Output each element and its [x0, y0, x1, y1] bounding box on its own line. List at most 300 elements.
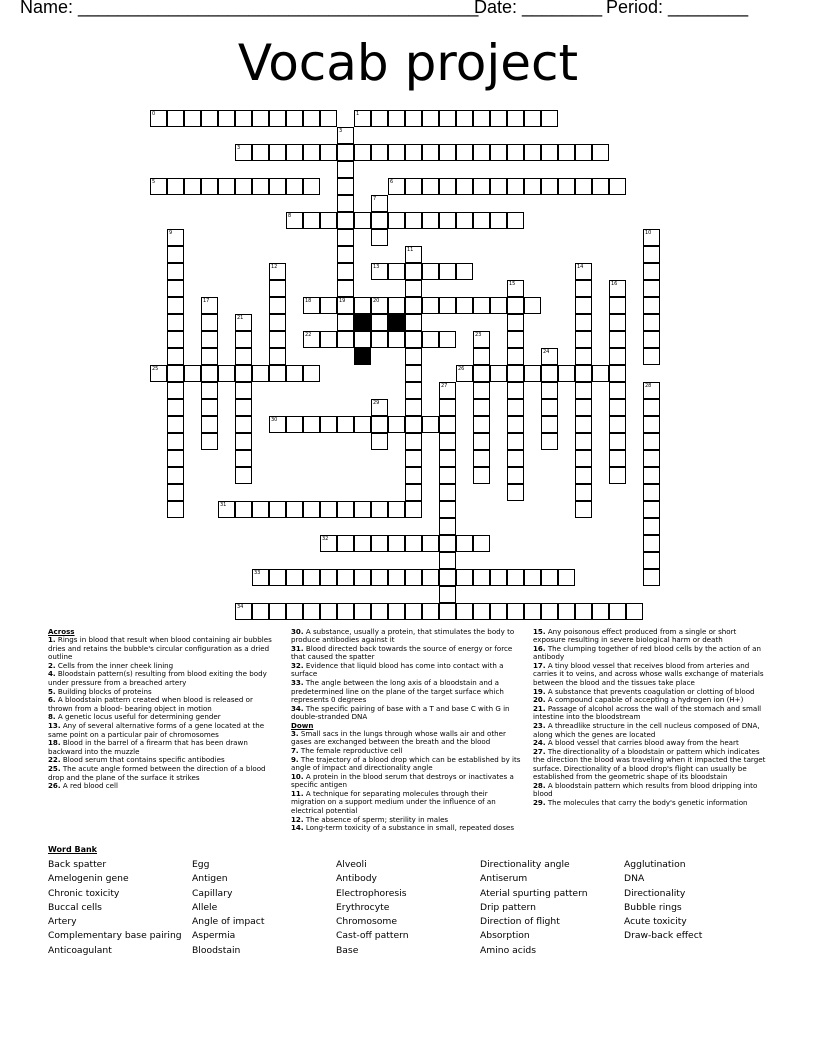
grid-cell[interactable]: [524, 178, 541, 195]
grid-cell[interactable]: [286, 144, 303, 161]
grid-cell[interactable]: [422, 212, 439, 229]
grid-cell[interactable]: [473, 110, 490, 127]
grid-cell[interactable]: [337, 569, 354, 586]
grid-cell[interactable]: [167, 501, 184, 518]
grid-cell[interactable]: [524, 297, 541, 314]
grid-cell[interactable]: [337, 501, 354, 518]
grid-cell[interactable]: [354, 331, 371, 348]
grid-cell[interactable]: [235, 399, 252, 416]
grid-cell[interactable]: [575, 501, 592, 518]
grid-cell[interactable]: [490, 297, 507, 314]
grid-cell[interactable]: [354, 416, 371, 433]
grid-cell[interactable]: [541, 399, 558, 416]
grid-cell[interactable]: [643, 399, 660, 416]
grid-cell[interactable]: [354, 603, 371, 620]
grid-cell[interactable]: [541, 365, 558, 382]
grid-cell[interactable]: [609, 314, 626, 331]
grid-cell[interactable]: [524, 365, 541, 382]
grid-cell[interactable]: [609, 433, 626, 450]
grid-cell[interactable]: [252, 110, 269, 127]
grid-cell[interactable]: [507, 365, 524, 382]
grid-cell[interactable]: [201, 365, 218, 382]
grid-cell[interactable]: [337, 263, 354, 280]
grid-cell[interactable]: [354, 569, 371, 586]
grid-cell[interactable]: [456, 144, 473, 161]
grid-cell[interactable]: [507, 382, 524, 399]
grid-cell[interactable]: [269, 416, 286, 433]
grid-cell[interactable]: [609, 280, 626, 297]
grid-cell[interactable]: [643, 416, 660, 433]
grid-cell[interactable]: [303, 110, 320, 127]
grid-cell[interactable]: [507, 212, 524, 229]
grid-cell[interactable]: [456, 569, 473, 586]
grid-cell[interactable]: [422, 416, 439, 433]
grid-cell[interactable]: [473, 297, 490, 314]
grid-cell[interactable]: [609, 382, 626, 399]
grid-cell[interactable]: [184, 365, 201, 382]
grid-cell[interactable]: [201, 416, 218, 433]
grid-cell[interactable]: [337, 280, 354, 297]
grid-cell[interactable]: [218, 501, 235, 518]
grid-cell[interactable]: [541, 110, 558, 127]
grid-cell[interactable]: [405, 399, 422, 416]
grid-cell[interactable]: [218, 178, 235, 195]
grid-cell[interactable]: [592, 178, 609, 195]
grid-cell[interactable]: [643, 518, 660, 535]
grid-cell[interactable]: [439, 535, 456, 552]
grid-cell[interactable]: [337, 178, 354, 195]
grid-cell[interactable]: [167, 297, 184, 314]
grid-cell[interactable]: [354, 297, 371, 314]
grid-cell[interactable]: [575, 450, 592, 467]
grid-cell[interactable]: [626, 603, 643, 620]
grid-cell[interactable]: [575, 314, 592, 331]
grid-cell[interactable]: [422, 110, 439, 127]
grid-cell[interactable]: [575, 484, 592, 501]
grid-cell[interactable]: [150, 110, 167, 127]
grid-cell[interactable]: [490, 144, 507, 161]
grid-cell[interactable]: [269, 110, 286, 127]
grid-cell[interactable]: [575, 603, 592, 620]
grid-cell[interactable]: [354, 501, 371, 518]
grid-cell[interactable]: [575, 144, 592, 161]
grid-cell[interactable]: [507, 110, 524, 127]
grid-cell[interactable]: [507, 484, 524, 501]
grid-cell[interactable]: [524, 569, 541, 586]
grid-cell[interactable]: [371, 535, 388, 552]
grid-cell[interactable]: [405, 450, 422, 467]
grid-cell[interactable]: [371, 110, 388, 127]
grid-cell[interactable]: [252, 501, 269, 518]
grid-cell[interactable]: [303, 365, 320, 382]
grid-cell[interactable]: [575, 331, 592, 348]
grid-cell[interactable]: [167, 382, 184, 399]
grid-cell[interactable]: [337, 127, 354, 144]
grid-cell[interactable]: [490, 110, 507, 127]
grid-cell[interactable]: [473, 331, 490, 348]
grid-cell[interactable]: [439, 382, 456, 399]
grid-cell[interactable]: [218, 365, 235, 382]
grid-cell[interactable]: [388, 603, 405, 620]
grid-cell[interactable]: [235, 365, 252, 382]
grid-cell[interactable]: [541, 178, 558, 195]
grid-cell[interactable]: [388, 178, 405, 195]
grid-cell[interactable]: [541, 433, 558, 450]
grid-cell[interactable]: [507, 450, 524, 467]
grid-cell[interactable]: [337, 212, 354, 229]
grid-cell[interactable]: [320, 110, 337, 127]
grid-cell[interactable]: [473, 569, 490, 586]
grid-cell[interactable]: [592, 603, 609, 620]
grid-cell[interactable]: [269, 178, 286, 195]
grid-cell[interactable]: [269, 263, 286, 280]
grid-cell[interactable]: [337, 161, 354, 178]
grid-cell[interactable]: [320, 535, 337, 552]
grid-cell[interactable]: [201, 110, 218, 127]
grid-cell[interactable]: [507, 297, 524, 314]
grid-cell[interactable]: [337, 331, 354, 348]
grid-cell[interactable]: [269, 144, 286, 161]
grid-cell[interactable]: [371, 603, 388, 620]
grid-cell[interactable]: [235, 603, 252, 620]
grid-cell[interactable]: [575, 365, 592, 382]
grid-cell[interactable]: [388, 212, 405, 229]
grid-cell[interactable]: [456, 535, 473, 552]
grid-cell[interactable]: [337, 195, 354, 212]
grid-cell[interactable]: [422, 535, 439, 552]
grid-cell[interactable]: [541, 569, 558, 586]
grid-cell[interactable]: [371, 229, 388, 246]
grid-cell[interactable]: [201, 297, 218, 314]
grid-cell[interactable]: [405, 263, 422, 280]
grid-cell[interactable]: [575, 467, 592, 484]
grid-cell[interactable]: [167, 331, 184, 348]
grid-cell[interactable]: [456, 297, 473, 314]
grid-cell[interactable]: [371, 195, 388, 212]
grid-cell[interactable]: [643, 348, 660, 365]
grid-cell[interactable]: [303, 569, 320, 586]
grid-cell[interactable]: [235, 348, 252, 365]
grid-cell[interactable]: [473, 603, 490, 620]
grid-cell[interactable]: [167, 399, 184, 416]
grid-cell[interactable]: [371, 331, 388, 348]
grid-cell[interactable]: [337, 229, 354, 246]
grid-cell[interactable]: [507, 433, 524, 450]
grid-cell[interactable]: [235, 450, 252, 467]
grid-cell[interactable]: [456, 178, 473, 195]
date-field[interactable]: Date: ________: [474, 0, 603, 17]
grid-cell[interactable]: [252, 603, 269, 620]
grid-cell[interactable]: [320, 144, 337, 161]
grid-cell[interactable]: [303, 331, 320, 348]
grid-cell[interactable]: [167, 433, 184, 450]
grid-cell[interactable]: [303, 603, 320, 620]
grid-cell[interactable]: [184, 110, 201, 127]
grid-cell[interactable]: [609, 603, 626, 620]
grid-cell[interactable]: [643, 569, 660, 586]
grid-cell[interactable]: [473, 348, 490, 365]
grid-cell[interactable]: [609, 450, 626, 467]
grid-cell[interactable]: [473, 433, 490, 450]
grid-cell[interactable]: [643, 246, 660, 263]
grid-cell[interactable]: [575, 433, 592, 450]
grid-cell[interactable]: [507, 331, 524, 348]
grid-cell[interactable]: [269, 348, 286, 365]
grid-cell[interactable]: [575, 348, 592, 365]
grid-cell[interactable]: [252, 144, 269, 161]
grid-cell[interactable]: [439, 178, 456, 195]
grid-cell[interactable]: [286, 603, 303, 620]
grid-cell[interactable]: [422, 569, 439, 586]
grid-cell[interactable]: [456, 365, 473, 382]
grid-cell[interactable]: [439, 144, 456, 161]
grid-cell[interactable]: [422, 331, 439, 348]
grid-cell[interactable]: [371, 144, 388, 161]
grid-cell[interactable]: [167, 263, 184, 280]
grid-cell[interactable]: [388, 110, 405, 127]
grid-cell[interactable]: [439, 552, 456, 569]
grid-cell[interactable]: [507, 178, 524, 195]
grid-cell[interactable]: [320, 603, 337, 620]
grid-cell[interactable]: [405, 569, 422, 586]
grid-cell[interactable]: [405, 348, 422, 365]
grid-cell[interactable]: [439, 603, 456, 620]
grid-cell[interactable]: [473, 144, 490, 161]
grid-cell[interactable]: [167, 416, 184, 433]
grid-cell[interactable]: [405, 314, 422, 331]
grid-cell[interactable]: [235, 314, 252, 331]
grid-cell[interactable]: [439, 399, 456, 416]
grid-cell[interactable]: [303, 501, 320, 518]
grid-cell[interactable]: [201, 331, 218, 348]
grid-cell[interactable]: [592, 365, 609, 382]
grid-cell[interactable]: [473, 178, 490, 195]
grid-cell[interactable]: [643, 467, 660, 484]
grid-cell[interactable]: [405, 331, 422, 348]
grid-cell[interactable]: [269, 280, 286, 297]
grid-cell[interactable]: [371, 569, 388, 586]
grid-cell[interactable]: [303, 178, 320, 195]
grid-cell[interactable]: [575, 297, 592, 314]
grid-cell[interactable]: [507, 399, 524, 416]
grid-cell[interactable]: [235, 433, 252, 450]
grid-cell[interactable]: [286, 110, 303, 127]
grid-cell[interactable]: [320, 416, 337, 433]
grid-cell[interactable]: [269, 603, 286, 620]
grid-cell[interactable]: [371, 263, 388, 280]
grid-cell[interactable]: [490, 212, 507, 229]
grid-cell[interactable]: [422, 144, 439, 161]
grid-cell[interactable]: [167, 467, 184, 484]
grid-cell[interactable]: [473, 416, 490, 433]
grid-cell[interactable]: [371, 297, 388, 314]
grid-cell[interactable]: [201, 382, 218, 399]
grid-cell[interactable]: [337, 535, 354, 552]
grid-cell[interactable]: [643, 552, 660, 569]
grid-cell[interactable]: [405, 603, 422, 620]
grid-cell[interactable]: [388, 297, 405, 314]
grid-cell[interactable]: [405, 382, 422, 399]
grid-cell[interactable]: [456, 212, 473, 229]
grid-cell[interactable]: [167, 365, 184, 382]
grid-cell[interactable]: [439, 467, 456, 484]
grid-cell[interactable]: [303, 416, 320, 433]
grid-cell[interactable]: [541, 382, 558, 399]
grid-cell[interactable]: [337, 314, 354, 331]
grid-cell[interactable]: [201, 433, 218, 450]
grid-cell[interactable]: [507, 314, 524, 331]
grid-cell[interactable]: [235, 501, 252, 518]
grid-cell[interactable]: [286, 212, 303, 229]
grid-cell[interactable]: [575, 416, 592, 433]
grid-cell[interactable]: [303, 144, 320, 161]
grid-cell[interactable]: [643, 484, 660, 501]
grid-cell[interactable]: [643, 314, 660, 331]
grid-cell[interactable]: [167, 280, 184, 297]
grid-cell[interactable]: [643, 450, 660, 467]
grid-cell[interactable]: [609, 297, 626, 314]
grid-cell[interactable]: [439, 263, 456, 280]
grid-cell[interactable]: [439, 586, 456, 603]
grid-cell[interactable]: [371, 501, 388, 518]
grid-cell[interactable]: [558, 569, 575, 586]
grid-cell[interactable]: [337, 144, 354, 161]
grid-cell[interactable]: [507, 569, 524, 586]
grid-cell[interactable]: [439, 484, 456, 501]
grid-cell[interactable]: [235, 467, 252, 484]
grid-cell[interactable]: [473, 382, 490, 399]
grid-cell[interactable]: [558, 144, 575, 161]
grid-cell[interactable]: [541, 144, 558, 161]
grid-cell[interactable]: [422, 263, 439, 280]
grid-cell[interactable]: [201, 314, 218, 331]
grid-cell[interactable]: [643, 263, 660, 280]
grid-cell[interactable]: [643, 501, 660, 518]
grid-cell[interactable]: [286, 365, 303, 382]
grid-cell[interactable]: [201, 399, 218, 416]
grid-cell[interactable]: [371, 399, 388, 416]
grid-cell[interactable]: [575, 399, 592, 416]
grid-cell[interactable]: [269, 297, 286, 314]
grid-cell[interactable]: [405, 416, 422, 433]
grid-cell[interactable]: [167, 246, 184, 263]
grid-cell[interactable]: [609, 416, 626, 433]
grid-cell[interactable]: [320, 331, 337, 348]
grid-cell[interactable]: [337, 416, 354, 433]
grid-cell[interactable]: [235, 382, 252, 399]
grid-cell[interactable]: [643, 280, 660, 297]
grid-cell[interactable]: [490, 603, 507, 620]
grid-cell[interactable]: [320, 569, 337, 586]
grid-cell[interactable]: [405, 178, 422, 195]
grid-cell[interactable]: [524, 144, 541, 161]
grid-cell[interactable]: [558, 603, 575, 620]
grid-cell[interactable]: [269, 365, 286, 382]
grid-cell[interactable]: [609, 399, 626, 416]
grid-cell[interactable]: [337, 603, 354, 620]
grid-cell[interactable]: [643, 331, 660, 348]
grid-cell[interactable]: [439, 518, 456, 535]
grid-cell[interactable]: [388, 331, 405, 348]
grid-cell[interactable]: [541, 348, 558, 365]
grid-cell[interactable]: [439, 331, 456, 348]
grid-cell[interactable]: [337, 246, 354, 263]
grid-cell[interactable]: [507, 467, 524, 484]
grid-cell[interactable]: [252, 365, 269, 382]
grid-cell[interactable]: [405, 144, 422, 161]
grid-cell[interactable]: [609, 365, 626, 382]
grid-cell[interactable]: [235, 110, 252, 127]
grid-cell[interactable]: [541, 416, 558, 433]
grid-cell[interactable]: [388, 535, 405, 552]
grid-cell[interactable]: [524, 110, 541, 127]
grid-cell[interactable]: [167, 484, 184, 501]
grid-cell[interactable]: [167, 348, 184, 365]
grid-cell[interactable]: [575, 263, 592, 280]
grid-cell[interactable]: [320, 212, 337, 229]
grid-cell[interactable]: [405, 212, 422, 229]
grid-cell[interactable]: [388, 501, 405, 518]
period-field[interactable]: Period: ________: [606, 0, 749, 17]
grid-cell[interactable]: [167, 178, 184, 195]
grid-cell[interactable]: [286, 416, 303, 433]
grid-cell[interactable]: [490, 178, 507, 195]
grid-cell[interactable]: [405, 246, 422, 263]
grid-cell[interactable]: [422, 178, 439, 195]
name-field[interactable]: Name: ________________________________________: [20, 0, 479, 17]
grid-cell[interactable]: [405, 535, 422, 552]
grid-cell[interactable]: [405, 297, 422, 314]
grid-cell[interactable]: [490, 569, 507, 586]
grid-cell[interactable]: [337, 297, 354, 314]
grid-cell[interactable]: [371, 416, 388, 433]
grid-cell[interactable]: [167, 450, 184, 467]
grid-cell[interactable]: [354, 144, 371, 161]
grid-cell[interactable]: [473, 365, 490, 382]
grid-cell[interactable]: [558, 178, 575, 195]
grid-cell[interactable]: [405, 280, 422, 297]
grid-cell[interactable]: [439, 297, 456, 314]
grid-cell[interactable]: [609, 467, 626, 484]
grid-cell[interactable]: [371, 314, 388, 331]
grid-cell[interactable]: [439, 212, 456, 229]
grid-cell[interactable]: [405, 433, 422, 450]
grid-cell[interactable]: [167, 314, 184, 331]
grid-cell[interactable]: [218, 110, 235, 127]
grid-cell[interactable]: [473, 535, 490, 552]
grid-cell[interactable]: [252, 569, 269, 586]
grid-cell[interactable]: [269, 331, 286, 348]
grid-cell[interactable]: [371, 212, 388, 229]
grid-cell[interactable]: [439, 450, 456, 467]
grid-cell[interactable]: [456, 603, 473, 620]
grid-cell[interactable]: [184, 178, 201, 195]
grid-cell[interactable]: [490, 365, 507, 382]
grid-cell[interactable]: [320, 501, 337, 518]
grid-cell[interactable]: [354, 110, 371, 127]
grid-cell[interactable]: [575, 178, 592, 195]
grid-cell[interactable]: [405, 467, 422, 484]
grid-cell[interactable]: [303, 212, 320, 229]
grid-cell[interactable]: [252, 178, 269, 195]
grid-cell[interactable]: [422, 297, 439, 314]
grid-cell[interactable]: [643, 229, 660, 246]
grid-cell[interactable]: [507, 280, 524, 297]
grid-cell[interactable]: [388, 416, 405, 433]
grid-cell[interactable]: [643, 382, 660, 399]
grid-cell[interactable]: [286, 178, 303, 195]
grid-cell[interactable]: [405, 484, 422, 501]
